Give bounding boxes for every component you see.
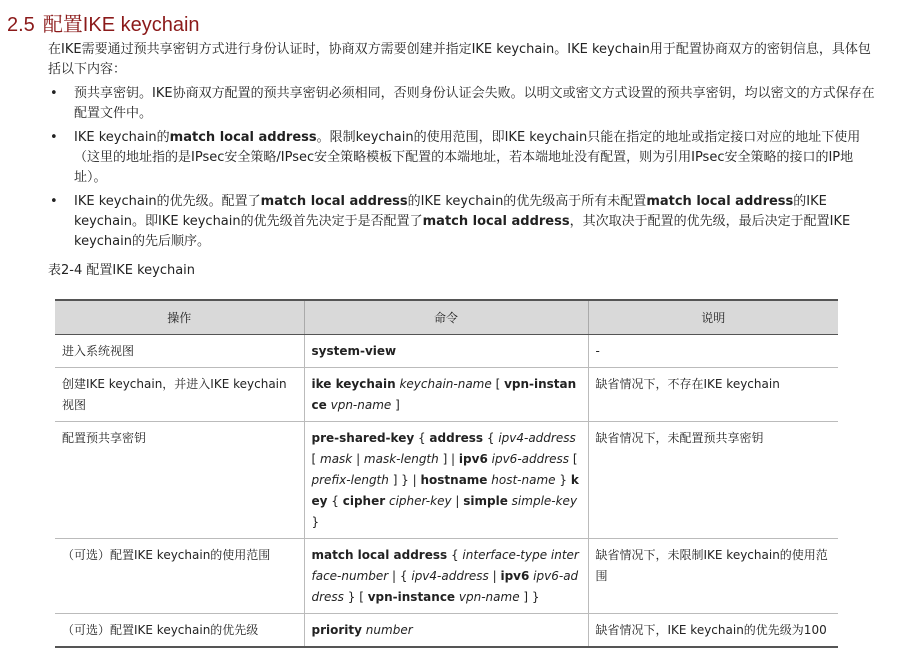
keyword-text: match local address [260, 194, 408, 209]
command-keyword: match local address [311, 548, 448, 562]
cell-description: 缺省情况下，IKE keychain的优先级为100 [588, 614, 838, 648]
cell-description: 缺省情况下，未配置预共享密钥 [588, 422, 838, 539]
section-number: 2.5 [7, 14, 35, 36]
bullet-dot: • [50, 194, 58, 209]
command-keyword: ipv6 [458, 452, 488, 466]
table-row [55, 539, 838, 614]
command-syntax: ] | [438, 452, 459, 466]
table-caption: 表2-4 配置IKE keychain [48, 263, 196, 278]
command-argument: ipv6-address [491, 452, 570, 466]
cell-command [304, 368, 588, 422]
command-syntax: { [327, 494, 343, 508]
command-syntax: | [488, 569, 501, 583]
bullet-text [74, 194, 850, 249]
command-argument: simple-key [511, 494, 578, 508]
command-argument: cipher-key [388, 494, 452, 508]
table-row [55, 422, 838, 539]
command-keyword: cipher [342, 494, 386, 508]
cell-operation: 创建IKE keychain，并进入IKE keychain视图 [55, 368, 304, 422]
command-syntax: { [447, 548, 463, 562]
command-argument: interface-type interface-number [311, 548, 579, 583]
command-syntax: { [483, 431, 499, 445]
table-row [55, 335, 838, 368]
command-keyword: vpn-instance [367, 590, 456, 604]
command-argument: ipv6-address [311, 569, 579, 604]
bullet-text-part: IKE keychain的 [74, 130, 170, 145]
section-heading [7, 8, 200, 37]
table-row [55, 614, 838, 648]
command-syntax: ] } [519, 590, 540, 604]
command-syntax: | { [388, 569, 412, 583]
bullet-list [48, 84, 878, 256]
bullet-text-part: 预共享密钥。IKE协商双方配置的预共享密钥必须相同，否则身份认证会失败。以明文或密文方式设置的预共享密钥，均以密文的方式保存在配置文件中。 [74, 86, 875, 121]
header-operation: 操作 [55, 300, 304, 335]
command-syntax: ] } | [388, 473, 421, 487]
command-syntax: } [555, 473, 571, 487]
command-argument: prefix-length [311, 473, 389, 487]
header-command: 命令 [304, 300, 588, 335]
command-syntax: | [352, 452, 364, 466]
bullet-text-part: 的IKE keychain的优先级高于所有未配置 [407, 194, 647, 209]
command-keyword: system-view [311, 344, 397, 358]
command-argument: host-name [491, 473, 556, 487]
bullet-text-part: 的IKE keychain。即IKE keychain的优先级首先决定于是否配置了 [74, 194, 827, 229]
command-argument: vpn-name [330, 398, 392, 412]
command-syntax: [ [569, 452, 578, 466]
cell-operation: 进入系统视图 [55, 335, 304, 368]
cell-description: 缺省情况下，不存在IKE keychain [588, 368, 838, 422]
command-syntax: | [451, 494, 464, 508]
command-keyword: priority [311, 623, 362, 637]
command-keyword: simple [463, 494, 508, 508]
command-keyword: ike keychain [311, 377, 396, 391]
command-syntax: } [311, 515, 320, 529]
command-argument: number [365, 623, 413, 637]
cell-command [304, 422, 588, 539]
command-syntax: { [414, 431, 430, 445]
keyword-text: match local address [169, 130, 317, 145]
section-title: 配置IKE keychain [42, 14, 200, 36]
bullet-dot: • [50, 130, 58, 145]
cell-command [304, 539, 588, 614]
command-argument: keychain-name [399, 377, 492, 391]
command-argument: vpn-name [458, 590, 520, 604]
bullet-text-part: ，其次取决于配置的优先级，最后决定于配置IKE keychain的先后顺序。 [74, 214, 851, 249]
command-argument: mask-length [363, 452, 439, 466]
command-keyword: address [429, 431, 484, 445]
command-syntax: [ [491, 377, 505, 391]
cell-description: - [588, 335, 838, 368]
command-keyword: pre-shared-key [311, 431, 415, 445]
keyword-text: match local address [646, 194, 794, 209]
command-syntax: ] [391, 398, 400, 412]
table-header-row [55, 300, 838, 335]
cell-operation: （可选）配置IKE keychain的使用范围 [55, 539, 304, 614]
bullet-text-part: 。限制keychain的使用范围，即IKE keychain只能在指定的地址或指定接口对应的地址下使用（这里的地址指的是IPsec安全策略/IPsec安全策略模板下配置的本端地址，若本端地址没有配置，则为引用IPsec安全策略的接口的IP地址）。 [74, 130, 861, 185]
intro-paragraph: 在IKE需要通过预共享密钥方式进行身份认证时，协商双方需要创建并指定IKE keychain。IKE keychain用于配置协商双方的密钥信息，具体包括以下内容： [48, 42, 871, 77]
command-argument: ipv4-address [498, 431, 576, 445]
command-syntax: } [ [343, 590, 368, 604]
command-syntax: [ [311, 452, 320, 466]
cell-command [304, 614, 588, 648]
command-keyword: hostname [420, 473, 488, 487]
cell-command [304, 335, 588, 368]
bullet-dot: • [50, 86, 58, 101]
command-argument: ipv4-address [411, 569, 489, 583]
bullet-text [74, 86, 875, 121]
bullet-text-part: IKE keychain的优先级。配置了 [74, 194, 261, 209]
keyword-text: match local address [422, 214, 570, 229]
table-row [55, 368, 838, 422]
bullet-item [48, 128, 878, 188]
header-description: 说明 [588, 300, 838, 335]
cell-description: 缺省情况下，未限制IKE keychain的使用范围 [588, 539, 838, 614]
command-keyword: vpn-instance [311, 377, 577, 412]
command-keyword: ipv6 [500, 569, 530, 583]
keychain-config-table [55, 299, 838, 648]
bullet-item [48, 84, 878, 124]
bullet-text [74, 130, 860, 185]
bullet-item [48, 192, 878, 252]
cell-operation: （可选）配置IKE keychain的优先级 [55, 614, 304, 648]
command-keyword: key [311, 473, 579, 508]
command-argument: mask [320, 452, 353, 466]
cell-operation: 配置预共享密钥 [55, 422, 304, 539]
